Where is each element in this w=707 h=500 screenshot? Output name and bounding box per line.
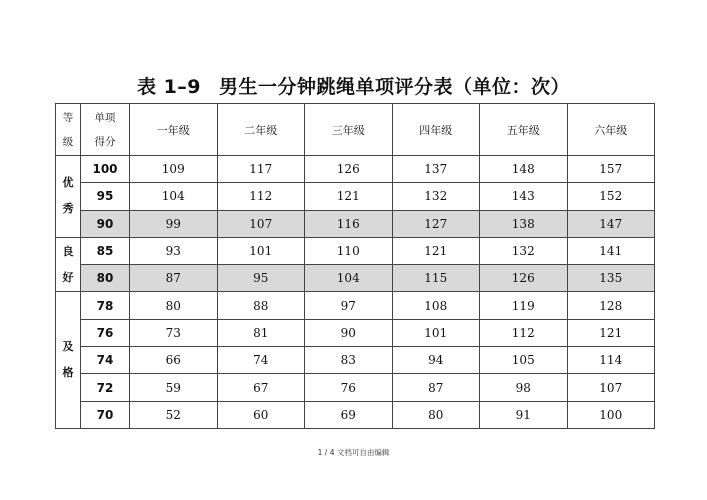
header-year: 二年级: [217, 104, 305, 156]
score-cell: 70: [81, 401, 130, 428]
score-cell: 76: [81, 319, 130, 346]
grade-char: 格: [62, 366, 74, 380]
value-cell: 101: [217, 237, 305, 264]
header-row: [56, 104, 655, 156]
header-grade-char: 级: [62, 135, 74, 148]
header-score: [81, 104, 130, 156]
value-cell: 94: [392, 347, 480, 374]
score-cell: 100: [81, 156, 130, 183]
score-cell: 72: [81, 374, 130, 401]
value-cell: 121: [305, 183, 393, 210]
value-cell: 143: [480, 183, 568, 210]
page-footer: 1 / 4 文档可自由编辑: [317, 448, 390, 457]
table-row: [56, 156, 655, 183]
value-cell: 126: [480, 265, 568, 292]
value-cell: 97: [305, 292, 393, 319]
score-cell: 74: [81, 347, 130, 374]
value-cell: 112: [217, 183, 305, 210]
value-cell: 119: [480, 292, 568, 319]
value-cell: 157: [567, 156, 655, 183]
header-year: 三年级: [305, 104, 393, 156]
value-cell: 83: [305, 347, 393, 374]
value-cell: 152: [567, 183, 655, 210]
grade-char: 良: [62, 244, 74, 258]
header-year: 六年级: [567, 104, 655, 156]
value-cell: 108: [392, 292, 480, 319]
grade-cell: [56, 237, 81, 292]
header-score-line: 得分: [94, 135, 116, 148]
value-cell: 81: [217, 319, 305, 346]
grade-char: 优: [62, 176, 74, 190]
header-year: 五年级: [480, 104, 568, 156]
header-score-line: 单项: [94, 111, 116, 124]
value-cell: 76: [305, 374, 393, 401]
value-cell: 137: [392, 156, 480, 183]
header-year: 四年级: [392, 104, 480, 156]
table-row: [56, 265, 655, 292]
score-cell: 78: [81, 292, 130, 319]
table-row: [56, 292, 655, 319]
grade-cell: [56, 156, 81, 238]
grade-cell: [56, 292, 81, 428]
value-cell: 104: [305, 265, 393, 292]
table-row: [56, 183, 655, 210]
value-cell: 132: [480, 237, 568, 264]
value-cell: 105: [480, 347, 568, 374]
value-cell: 100: [567, 401, 655, 428]
value-cell: 116: [305, 210, 393, 237]
table-row: [56, 319, 655, 346]
value-cell: 148: [480, 156, 568, 183]
value-cell: 95: [217, 265, 305, 292]
table-row: [56, 401, 655, 428]
value-cell: 87: [392, 374, 480, 401]
value-cell: 127: [392, 210, 480, 237]
value-cell: 132: [392, 183, 480, 210]
grade-char: 秀: [62, 202, 74, 216]
value-cell: 66: [130, 347, 218, 374]
header-grade: [56, 104, 81, 156]
value-cell: 121: [567, 319, 655, 346]
value-cell: 80: [130, 292, 218, 319]
value-cell: 110: [305, 237, 393, 264]
value-cell: 104: [130, 183, 218, 210]
header-grade-char: 等: [62, 111, 74, 124]
value-cell: 90: [305, 319, 393, 346]
scoring-table: [55, 103, 655, 429]
value-cell: 99: [130, 210, 218, 237]
value-cell: 147: [567, 210, 655, 237]
value-cell: 135: [567, 265, 655, 292]
score-cell: 80: [81, 265, 130, 292]
value-cell: 74: [217, 347, 305, 374]
grade-char: 好: [62, 270, 74, 284]
value-cell: 114: [567, 347, 655, 374]
table-row: [56, 347, 655, 374]
value-cell: 117: [217, 156, 305, 183]
value-cell: 128: [567, 292, 655, 319]
table-row: [56, 237, 655, 264]
value-cell: 80: [392, 401, 480, 428]
score-cell: 90: [81, 210, 130, 237]
value-cell: 107: [217, 210, 305, 237]
score-cell: 85: [81, 237, 130, 264]
table-row: [56, 210, 655, 237]
value-cell: 109: [130, 156, 218, 183]
value-cell: 87: [130, 265, 218, 292]
value-cell: 93: [130, 237, 218, 264]
value-cell: 52: [130, 401, 218, 428]
score-cell: 95: [81, 183, 130, 210]
value-cell: 138: [480, 210, 568, 237]
value-cell: 121: [392, 237, 480, 264]
value-cell: 59: [130, 374, 218, 401]
table-title: [0, 72, 707, 99]
value-cell: 101: [392, 319, 480, 346]
value-cell: 91: [480, 401, 568, 428]
value-cell: 126: [305, 156, 393, 183]
value-cell: 112: [480, 319, 568, 346]
table-body: [56, 156, 655, 429]
grade-char: 及: [62, 340, 74, 354]
table-row: [56, 374, 655, 401]
header-year: 一年级: [130, 104, 218, 156]
value-cell: 107: [567, 374, 655, 401]
value-cell: 88: [217, 292, 305, 319]
table-title-text: 男生一分钟跳绳单项评分表（单位：次）: [219, 76, 571, 98]
value-cell: 67: [217, 374, 305, 401]
value-cell: 141: [567, 237, 655, 264]
value-cell: 60: [217, 401, 305, 428]
value-cell: 73: [130, 319, 218, 346]
value-cell: 115: [392, 265, 480, 292]
value-cell: 69: [305, 401, 393, 428]
value-cell: 98: [480, 374, 568, 401]
table-number: 表 1–9: [136, 76, 202, 98]
